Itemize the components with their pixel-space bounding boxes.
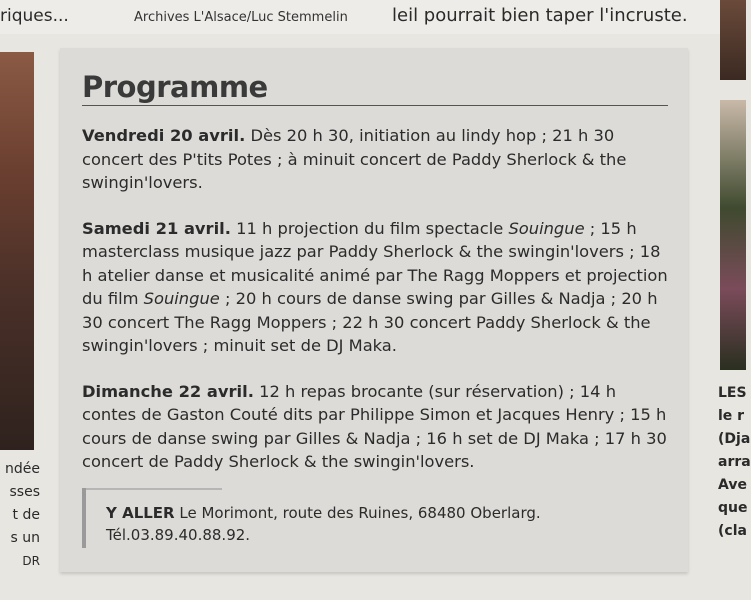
right-top-photo [720,0,746,80]
sunday-entry [82,380,672,474]
right-column-line: arra [718,454,751,470]
saturday-text-1: 11 h projection du film spectacle [230,218,509,238]
left-column-line: sses [9,484,40,500]
title-underline [82,105,668,106]
saturday-text-2: ; 15 h masterclass musique jazz par Paddy Sherlock & the swingin'lovers ; 18 h atelier danse et musicalité animé par The Ragg Moppers et projection du film [82,218,668,308]
left-column-line: ndée [5,461,40,477]
previous-article-strip [0,0,746,34]
right-column-line: (Dja [718,431,751,447]
film-title: Souingue [143,289,220,308]
info-divider [82,488,222,490]
info-label: Y ALLER [106,504,175,522]
programme-content [82,124,672,496]
left-column-text [0,458,40,573]
programme-title: Programme [82,70,268,104]
info-text [106,502,541,546]
article-text-fragment: leil pourrait bien taper l'incruste. [392,5,688,26]
photo-credit: DR [22,554,40,568]
right-column-line: Ave [718,477,747,493]
left-photo [0,52,34,450]
sunday-text: 12 h repas brocante (sur réservation) ; 14 h contes de Gaston Couté dits par Philippe Simon et Jacques Henry ; 15 h cours de danse swing par Gilles & Nadja ; 16 h set de DJ Maka ; 17 h 30 concert de Paddy Sherlock & the swingin'lovers. [82,381,667,471]
previous-article-text: riques... [0,6,69,26]
saturday-entry [82,217,672,358]
right-column-line: le r [718,408,745,424]
right-photo [720,100,746,370]
friday-day: Vendredi 20 avril. [82,126,246,145]
right-column-line: LES [718,385,747,401]
right-column-line: que [718,500,748,516]
friday-text: Dès 20 h 30, initiation au lindy hop ; 21 h 30 concert des P'tits Potes ; à minuit concert de Paddy Sherlock & the swingin'lovers. [82,126,627,192]
photo-caption: Archives L'Alsace/Luc Stemmelin [134,10,348,25]
film-title: Souingue [508,218,585,238]
right-column-line: (cla [718,523,747,539]
programme-box [60,48,688,572]
info-bar [82,488,86,548]
info-phone: Tél.03.89.40.88.92. [106,526,251,544]
left-column-line: s un [10,530,40,546]
info-address: Le Morimont, route des Ruines, 68480 Oberlarg. [174,504,541,522]
right-column-text [718,382,751,543]
practical-info [82,488,562,548]
friday-entry [82,124,672,195]
saturday-text-3: ; 20 h cours de danse swing par Gilles & Nadja ; 20 h 30 concert The Ragg Moppers ; 22 h 30 concert Paddy Sherlock & the swingin'lovers ; minuit set de DJ Maka. [82,289,658,355]
left-column-line: t de [12,507,40,523]
saturday-day: Samedi 21 avril. [82,218,231,238]
sunday-day: Dimanche 22 avril. [82,381,254,401]
